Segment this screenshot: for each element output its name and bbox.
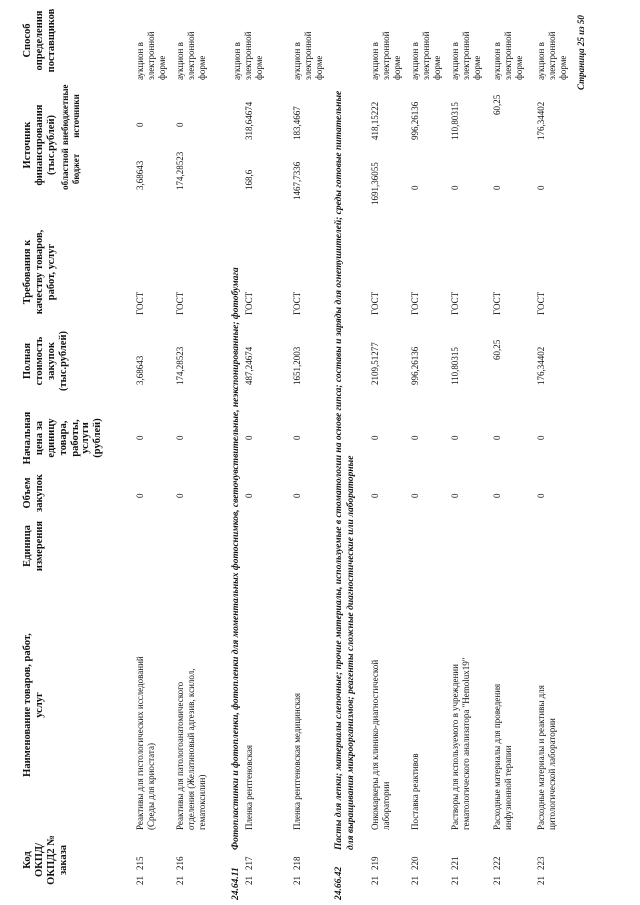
row-code: 21: [244, 876, 254, 885]
section-heading: Пасты для лепки; материалы слепочные; прочие материалы, используемые в стоматологии на основе гипса; составы и заряды для огнетушителей; среды готовые питательные для выращивания микроорганизмов; реагенты сложные диагностические или лабораторные: [334, 90, 356, 850]
row-code: 21: [492, 876, 502, 885]
row-total: 996,26136: [410, 346, 420, 385]
page-number: Страница 25 из 50: [576, 15, 586, 90]
row-method: аукцион в электронной форме: [536, 31, 568, 80]
row-req: ГОСТ: [292, 291, 302, 315]
row-num: 222: [492, 856, 502, 870]
row-total: 110,80315: [450, 347, 460, 385]
row-name: Расходные материалы и реактивы для цитологической лаборатории: [536, 685, 557, 830]
row-volume: 0: [135, 493, 145, 498]
row-extra: 318,64674: [244, 101, 254, 140]
section-heading: Фотопластинки и фотопленки, фотопленки для моментальных фотоснимков, светочувствительные, неэкспонированные; фотобумага: [231, 267, 241, 850]
header-unit: Единица измерения: [22, 520, 45, 572]
row-volume: 0: [536, 493, 546, 498]
row-total: 176,34402: [536, 346, 546, 385]
row-method: аукцион в электронной форме: [292, 31, 324, 80]
header-price: Начальная цена за единицу товара, работы,: [22, 411, 81, 465]
row-price: 0: [536, 435, 546, 440]
row-method: аукцион в электронной форме: [232, 31, 264, 80]
header-price-suffix: услуги (рублей): [80, 418, 103, 458]
row-method: аукцион в электронной форме: [410, 31, 442, 80]
row-total: 1651,2003: [292, 346, 302, 385]
row-name: Расходные материалы для проведения инфузионной терапии: [492, 683, 513, 830]
section-code: 24.66.42: [334, 866, 344, 900]
row-method: аукцион в электронной форме: [175, 31, 207, 80]
row-regional: 168,6: [244, 169, 254, 190]
row-method: аукцион в электронной форме: [370, 31, 402, 80]
row-regional: 0: [536, 185, 546, 190]
row-num: 221: [450, 856, 460, 870]
row-name: Поставка реактивов: [410, 753, 420, 830]
row-name: Растворы для используемого в учреждении гематологического анализатора "Hemolux19": [450, 657, 471, 830]
row-num: 216: [175, 856, 185, 870]
row-num: 218: [292, 856, 302, 870]
row-volume: 0: [410, 493, 420, 498]
row-regional: 3,68643: [135, 160, 145, 190]
row-num: 220: [410, 856, 420, 870]
header-requirements: Требования к качеству товаров, работ, услуг: [22, 229, 57, 315]
header-funding: Источник финансирования (тыс.рублей): [22, 104, 57, 186]
row-total: 60,25: [492, 339, 502, 360]
row-total: 3,68643: [135, 355, 145, 385]
row-req: ГОСТ: [450, 291, 460, 315]
section-code: 24.64.11: [231, 867, 241, 900]
row-req: ГОСТ: [370, 291, 380, 315]
row-name: Онкомаркеры для клинико-диагностической лаборатории: [370, 659, 391, 830]
row-volume: 0: [244, 493, 254, 498]
row-code: 21: [175, 876, 185, 885]
row-req: ГОСТ: [244, 291, 254, 315]
row-code: 21: [536, 876, 546, 885]
row-total: 2109,51277: [370, 342, 380, 385]
row-num: 217: [244, 856, 254, 870]
row-regional: 1467,7336: [292, 161, 302, 200]
row-req: ГОСТ: [135, 291, 145, 315]
header-funding-extra: внебюджетные источники: [60, 84, 81, 145]
row-regional: 0: [492, 185, 502, 190]
row-code: 21: [450, 876, 460, 885]
row-code: 21: [292, 876, 302, 885]
row-price: 0: [175, 435, 185, 440]
row-name: Пленка рентгеновская медицинская: [292, 692, 302, 830]
row-name: Реактивы для гистологических исследований (Среды для криостата): [135, 656, 156, 830]
row-volume: 0: [370, 493, 380, 498]
header-code: Код ОКПД/ ОКПД2 № заказа: [22, 835, 69, 885]
row-code: 21: [410, 876, 420, 885]
row-extra: 418,15222: [370, 101, 380, 140]
row-price: 0: [410, 435, 420, 440]
row-price: 0: [450, 435, 460, 440]
row-volume: 0: [292, 493, 302, 498]
row-name: Реактивы для патологоанатомического отделения (Желатиновый адгезив, ксилол, гематоксилин): [175, 668, 207, 830]
row-extra: 0: [135, 122, 145, 127]
row-code: 21: [370, 876, 380, 885]
row-extra: 996,26136: [410, 101, 420, 140]
row-name: Пленка рентгеновская: [244, 745, 254, 830]
row-price: 0: [292, 435, 302, 440]
row-method: аукцион в электронной форме: [135, 31, 167, 80]
row-req: ГОСТ: [175, 291, 185, 315]
row-num: 219: [370, 856, 380, 870]
row-method: аукцион в электронной форме: [492, 31, 524, 80]
row-extra: 110,80315: [450, 102, 460, 140]
header-volume: Объем закупок: [22, 474, 45, 512]
row-extra: 0: [175, 122, 185, 127]
row-total: 174,28523: [175, 346, 185, 385]
row-regional: 174,28523: [175, 151, 185, 190]
row-volume: 0: [175, 493, 185, 498]
row-code: 21: [135, 876, 145, 885]
row-price: 0: [492, 435, 502, 440]
header-method: Способ определения поставщиков: [22, 8, 57, 73]
row-req: ГОСТ: [536, 291, 546, 315]
row-extra: 176,34402: [536, 101, 546, 140]
row-extra: 60,25: [492, 94, 502, 115]
row-price: 0: [370, 435, 380, 440]
row-regional: 0: [410, 185, 420, 190]
header-name: Наименование товаров, работ, услуг: [22, 633, 45, 777]
row-req: ГОСТ: [410, 291, 420, 315]
row-price: 0: [244, 435, 254, 440]
header-total: Полная стоимость закупок (тыс.рублей): [22, 330, 69, 392]
row-extra: 183,4667: [292, 106, 302, 140]
row-volume: 0: [450, 493, 460, 498]
row-price: 0: [135, 435, 145, 440]
row-regional: 1691,36055: [370, 162, 380, 205]
row-total: 487,24674: [244, 346, 254, 385]
row-num: 223: [536, 856, 546, 870]
row-req: ГОСТ: [492, 291, 502, 315]
row-volume: 0: [492, 493, 502, 498]
row-num: 215: [135, 856, 145, 870]
row-method: аукцион в электронной форме: [450, 31, 482, 80]
row-regional: 0: [450, 185, 460, 190]
header-funding-regional: областной бюджет: [60, 148, 81, 190]
